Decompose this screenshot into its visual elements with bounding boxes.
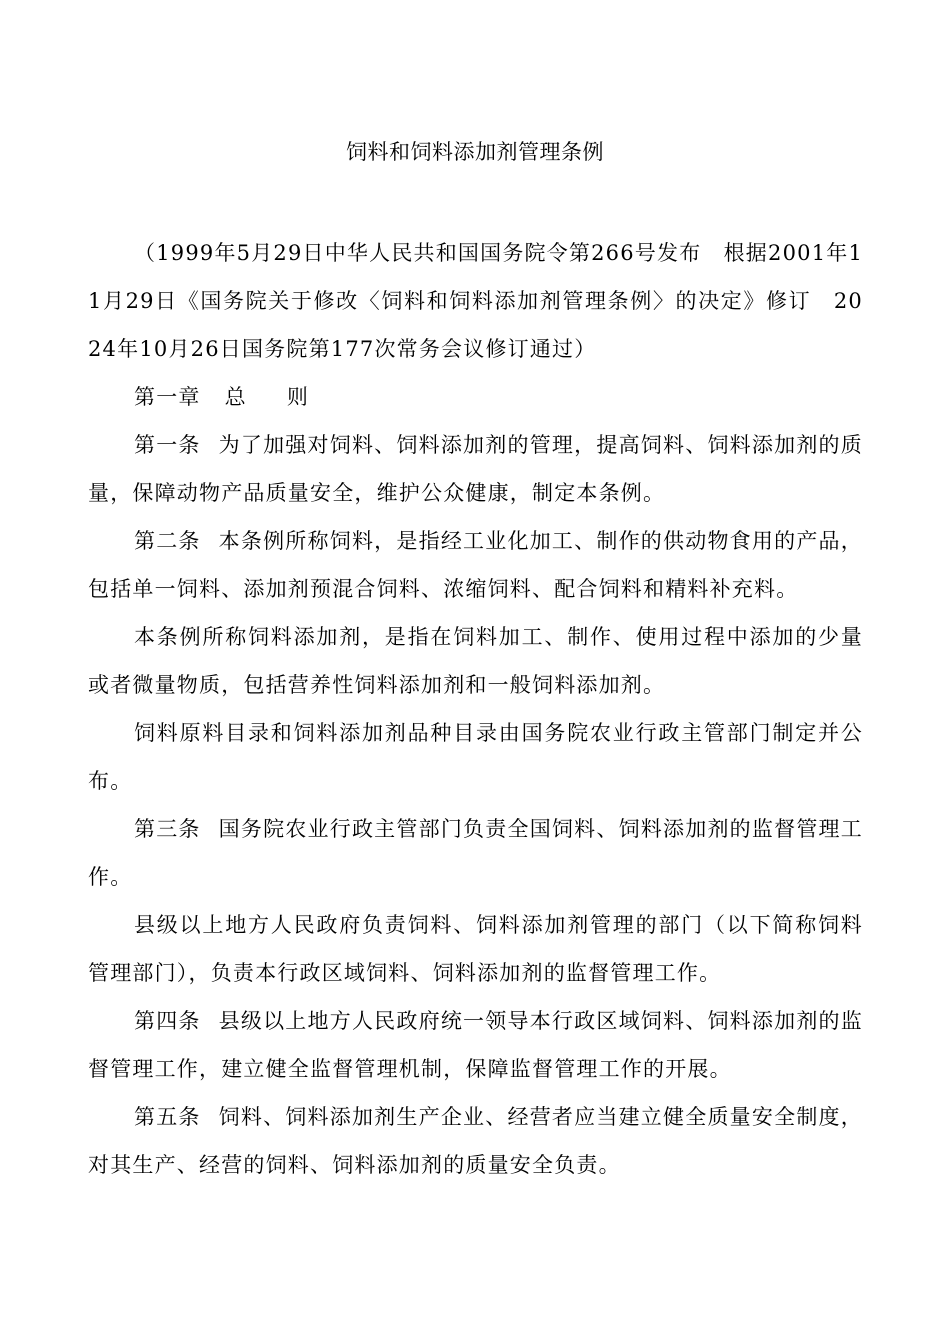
article-text: 县级以上地方人民政府负责饲料、饲料添加剂管理的部门（以下简称饲料管理部门），负责本行政区域饲料、饲料添加剂的监督管理工作。 [88, 913, 863, 985]
preamble: （1999年5月29日中华人民共和国国务院令第266号发布 根据2001年11月29日《国务院关于修改〈饲料和饲料添加剂管理条例〉的决定》修订 2024年10月26日国务院第177次常务会议修订通过） [88, 241, 864, 361]
article-paragraph [88, 517, 863, 613]
article-text: 饲料原料目录和饲料添加剂品种目录由国务院农业行政主管部门制定并公布。 [88, 721, 863, 793]
chapter-label: 第一章 [134, 385, 201, 409]
chapter-name-part1: 总 [224, 385, 247, 409]
article-text: 饲料、饲料添加剂生产企业、经营者应当建立健全质量安全制度，对其生产、经营的饲料、饲料添加剂的质量安全负责。 [88, 1105, 863, 1177]
article-text: 为了加强对饲料、饲料添加剂的管理，提高饲料、饲料添加剂的质量，保障动物产品质量安全，维护公众健康，制定本条例。 [88, 433, 863, 505]
article-text: 国务院农业行政主管部门负责全国饲料、饲料添加剂的监督管理工作。 [88, 817, 863, 889]
article-paragraph [88, 901, 863, 997]
article-number: 第四条 [134, 1009, 201, 1033]
article-paragraph [88, 421, 863, 517]
chapter-heading [88, 373, 863, 421]
article-number: 第二条 [134, 529, 201, 553]
article-number: 第五条 [134, 1105, 201, 1129]
document-body [88, 229, 863, 1189]
document-title: 饲料和饲料添加剂管理条例 [346, 140, 604, 164]
article-paragraph [88, 613, 863, 709]
article-number: 第一条 [134, 433, 201, 457]
article-paragraph [88, 1093, 863, 1189]
article-paragraph [88, 997, 863, 1093]
article-paragraph [88, 709, 863, 805]
chapter-name-part2: 则 [286, 385, 310, 409]
article-text: 本条例所称饲料添加剂，是指在饲料加工、制作、使用过程中添加的少量或者微量物质，包括营养性饲料添加剂和一般饲料添加剂。 [88, 625, 863, 697]
article-text: 县级以上地方人民政府统一领导本行政区域饲料、饲料添加剂的监督管理工作，建立健全监督管理机制，保障监督管理工作的开展。 [88, 1009, 863, 1081]
article-paragraph [88, 805, 863, 901]
article-text: 本条例所称饲料，是指经工业化加工、制作的供动物食用的产品，包括单一饲料、添加剂预混合饲料、浓缩饲料、配合饲料和精料补充料。 [88, 529, 863, 601]
article-number: 第三条 [134, 817, 201, 841]
